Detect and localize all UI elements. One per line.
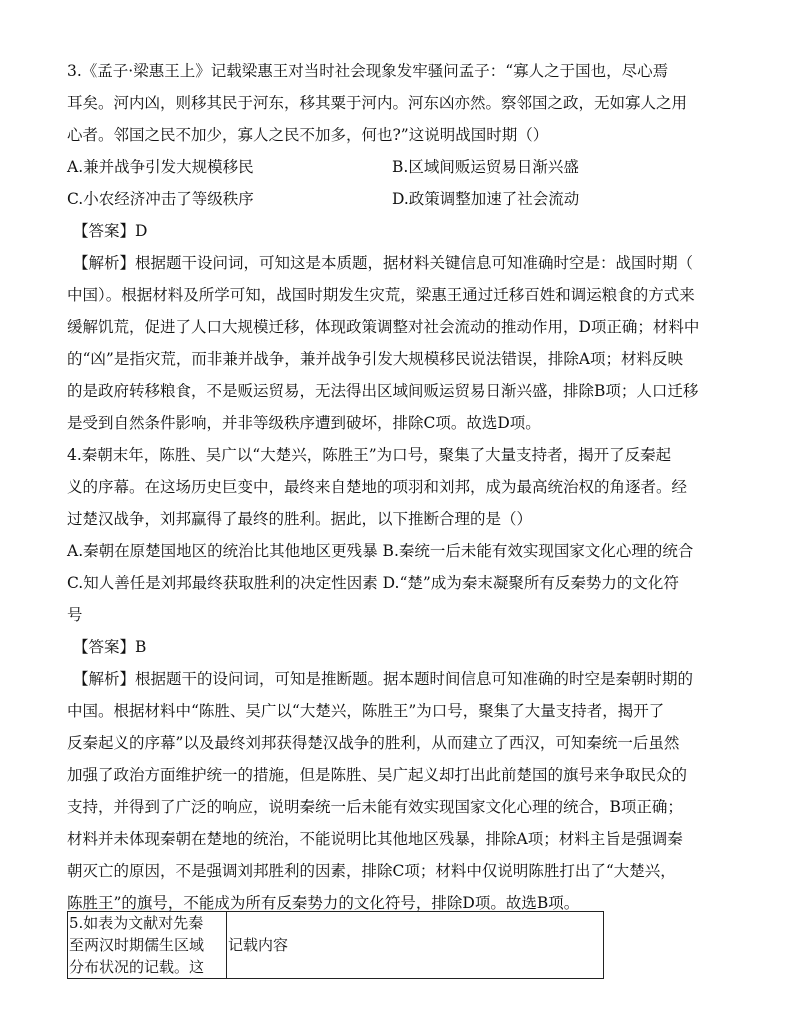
q3-answer: 【答案】D: [73, 222, 148, 240]
q3-option-d: D.政策调整加速了社会流动: [392, 190, 580, 208]
q3-option-c: C.小农经济冲击了等级秩序: [67, 190, 254, 208]
q3-stem-line: 心者。邻国之民不加少，寡人之民不加多，何也?”这说明战国时期（）: [67, 126, 549, 144]
q3-option-b: B.区域间贩运贸易日渐兴盛: [392, 158, 579, 176]
q4-analysis-line: 朝灭亡的原因，不是强调刘邦胜利的因素，排除C项；材料中仅说明陈胜打出了“大楚兴，: [67, 862, 676, 880]
q4-analysis-line: 中国。根据材料中“陈胜、吴广以“大楚兴，陈胜王”为口号，聚集了大量支持者，揭开了: [67, 702, 665, 720]
q5-cell-line: 5.如表为文献对先秦: [69, 914, 204, 932]
q4-analysis-line: 【解析】根据题干的设问词，可知是推断题。据本题时间信息可知准确的时空是秦朝时期的: [73, 670, 694, 688]
q3-analysis-line: 缓解饥荒，促进了人口大规模迁移，体现政策调整对社会流动的推动作用，D项正确；材料中: [67, 318, 700, 336]
q4-stem-line: 义的序幕。在这场历史巨变中，最终来自楚地的项羽和刘邦，成为最高统治权的角逐者。经: [67, 478, 688, 496]
q3-analysis-line: 的是政府转移粮食，不是贩运贸易，无法得出区域间贩运贸易日渐兴盛，排除B项；人口迁移: [67, 382, 699, 400]
q5-cell-line: 分布状况的记载。这: [69, 958, 205, 976]
q4-options-line: 号: [67, 606, 83, 624]
q4-options-line: C.知人善任是刘邦最终获取胜利的决定性因素 D.“楚”成为秦末凝聚所有反秦势力的文化符: [67, 574, 679, 592]
q4-stem-line: 4.秦朝末年，陈胜、吴广以“大楚兴，陈胜王”为口号，聚集了大量支持者，揭开了反秦起: [67, 446, 672, 464]
q3-analysis-line: 【解析】根据题干设问词，可知这是本质题，据材料关键信息可知准确时空是：战国时期（: [73, 254, 694, 272]
q3-analysis-line: 的“凶”是指灾荒，而非兼并战争，兼并战争引发大规模移民说法错误，排除A项；材料反映: [67, 350, 684, 368]
document-page: [67, 55, 722, 919]
q5-record-header: 记载内容: [227, 912, 604, 979]
q4-analysis-line: 加强了政治方面维护统一的措施，但是陈胜、吴广起义却打出此前楚国的旗号来争取民众的: [67, 766, 688, 784]
q3-analysis-line: 是受到自然条件影响，并非等级秩序遭到破坏，排除C项。故选D项。: [67, 414, 541, 432]
q3-options-row-1: [67, 151, 722, 183]
question-4: [67, 439, 722, 919]
q3-option-a: A.兼并战争引发大规模移民: [67, 158, 254, 176]
q3-options-row-2: [67, 183, 722, 215]
q5-question-cell: [68, 912, 227, 979]
q3-stem-line: 3.《孟子·梁惠王上》记载梁惠王对当时社会现象发牢骚问孟子：“寡人之于国也，尽心焉: [67, 62, 669, 80]
q4-analysis-line: 材料并未体现秦朝在楚地的统治，不能说明比其他地区残暴，排除A项；材料主旨是强调秦: [67, 830, 683, 848]
q4-options-line: A.秦朝在原楚国地区的统治比其他地区更残暴 B.秦统一后未能有效实现国家文化心理的统合: [67, 542, 694, 560]
q4-analysis-line: 反秦起义的序幕”以及最终刘邦获得楚汉战争的胜利，从而建立了西汉，可知秦统一后虽然: [67, 734, 680, 752]
q4-analysis-line: 支持，并得到了广泛的响应，说明秦统一后未能有效实现国家文化心理的统合，B项正确；: [67, 798, 683, 816]
question-3: [67, 55, 722, 439]
q3-stem-line: 耳矣。河内凶，则移其民于河东，移其粟于河内。河东凶亦然。察邻国之政，无如寡人之用: [67, 94, 688, 112]
q5-table: [67, 911, 604, 979]
q4-stem-line: 过楚汉战争，刘邦赢得了最终的胜利。据此，以下推断合理的是（）: [67, 510, 533, 528]
table-row: [68, 912, 604, 979]
q4-analysis-line: 陈胜王”的旗号，不能成为所有反秦势力的文化符号，排除D项。故选B项。: [67, 894, 580, 912]
q3-analysis-line: 中国）。根据材料及所学可知，战国时期发生灾荒，梁惠王通过迁移百姓和调运粮食的方式来: [67, 286, 695, 304]
q5-cell-line: 至两汉时期儒生区域: [69, 936, 205, 954]
q4-answer: 【答案】B: [73, 638, 147, 656]
